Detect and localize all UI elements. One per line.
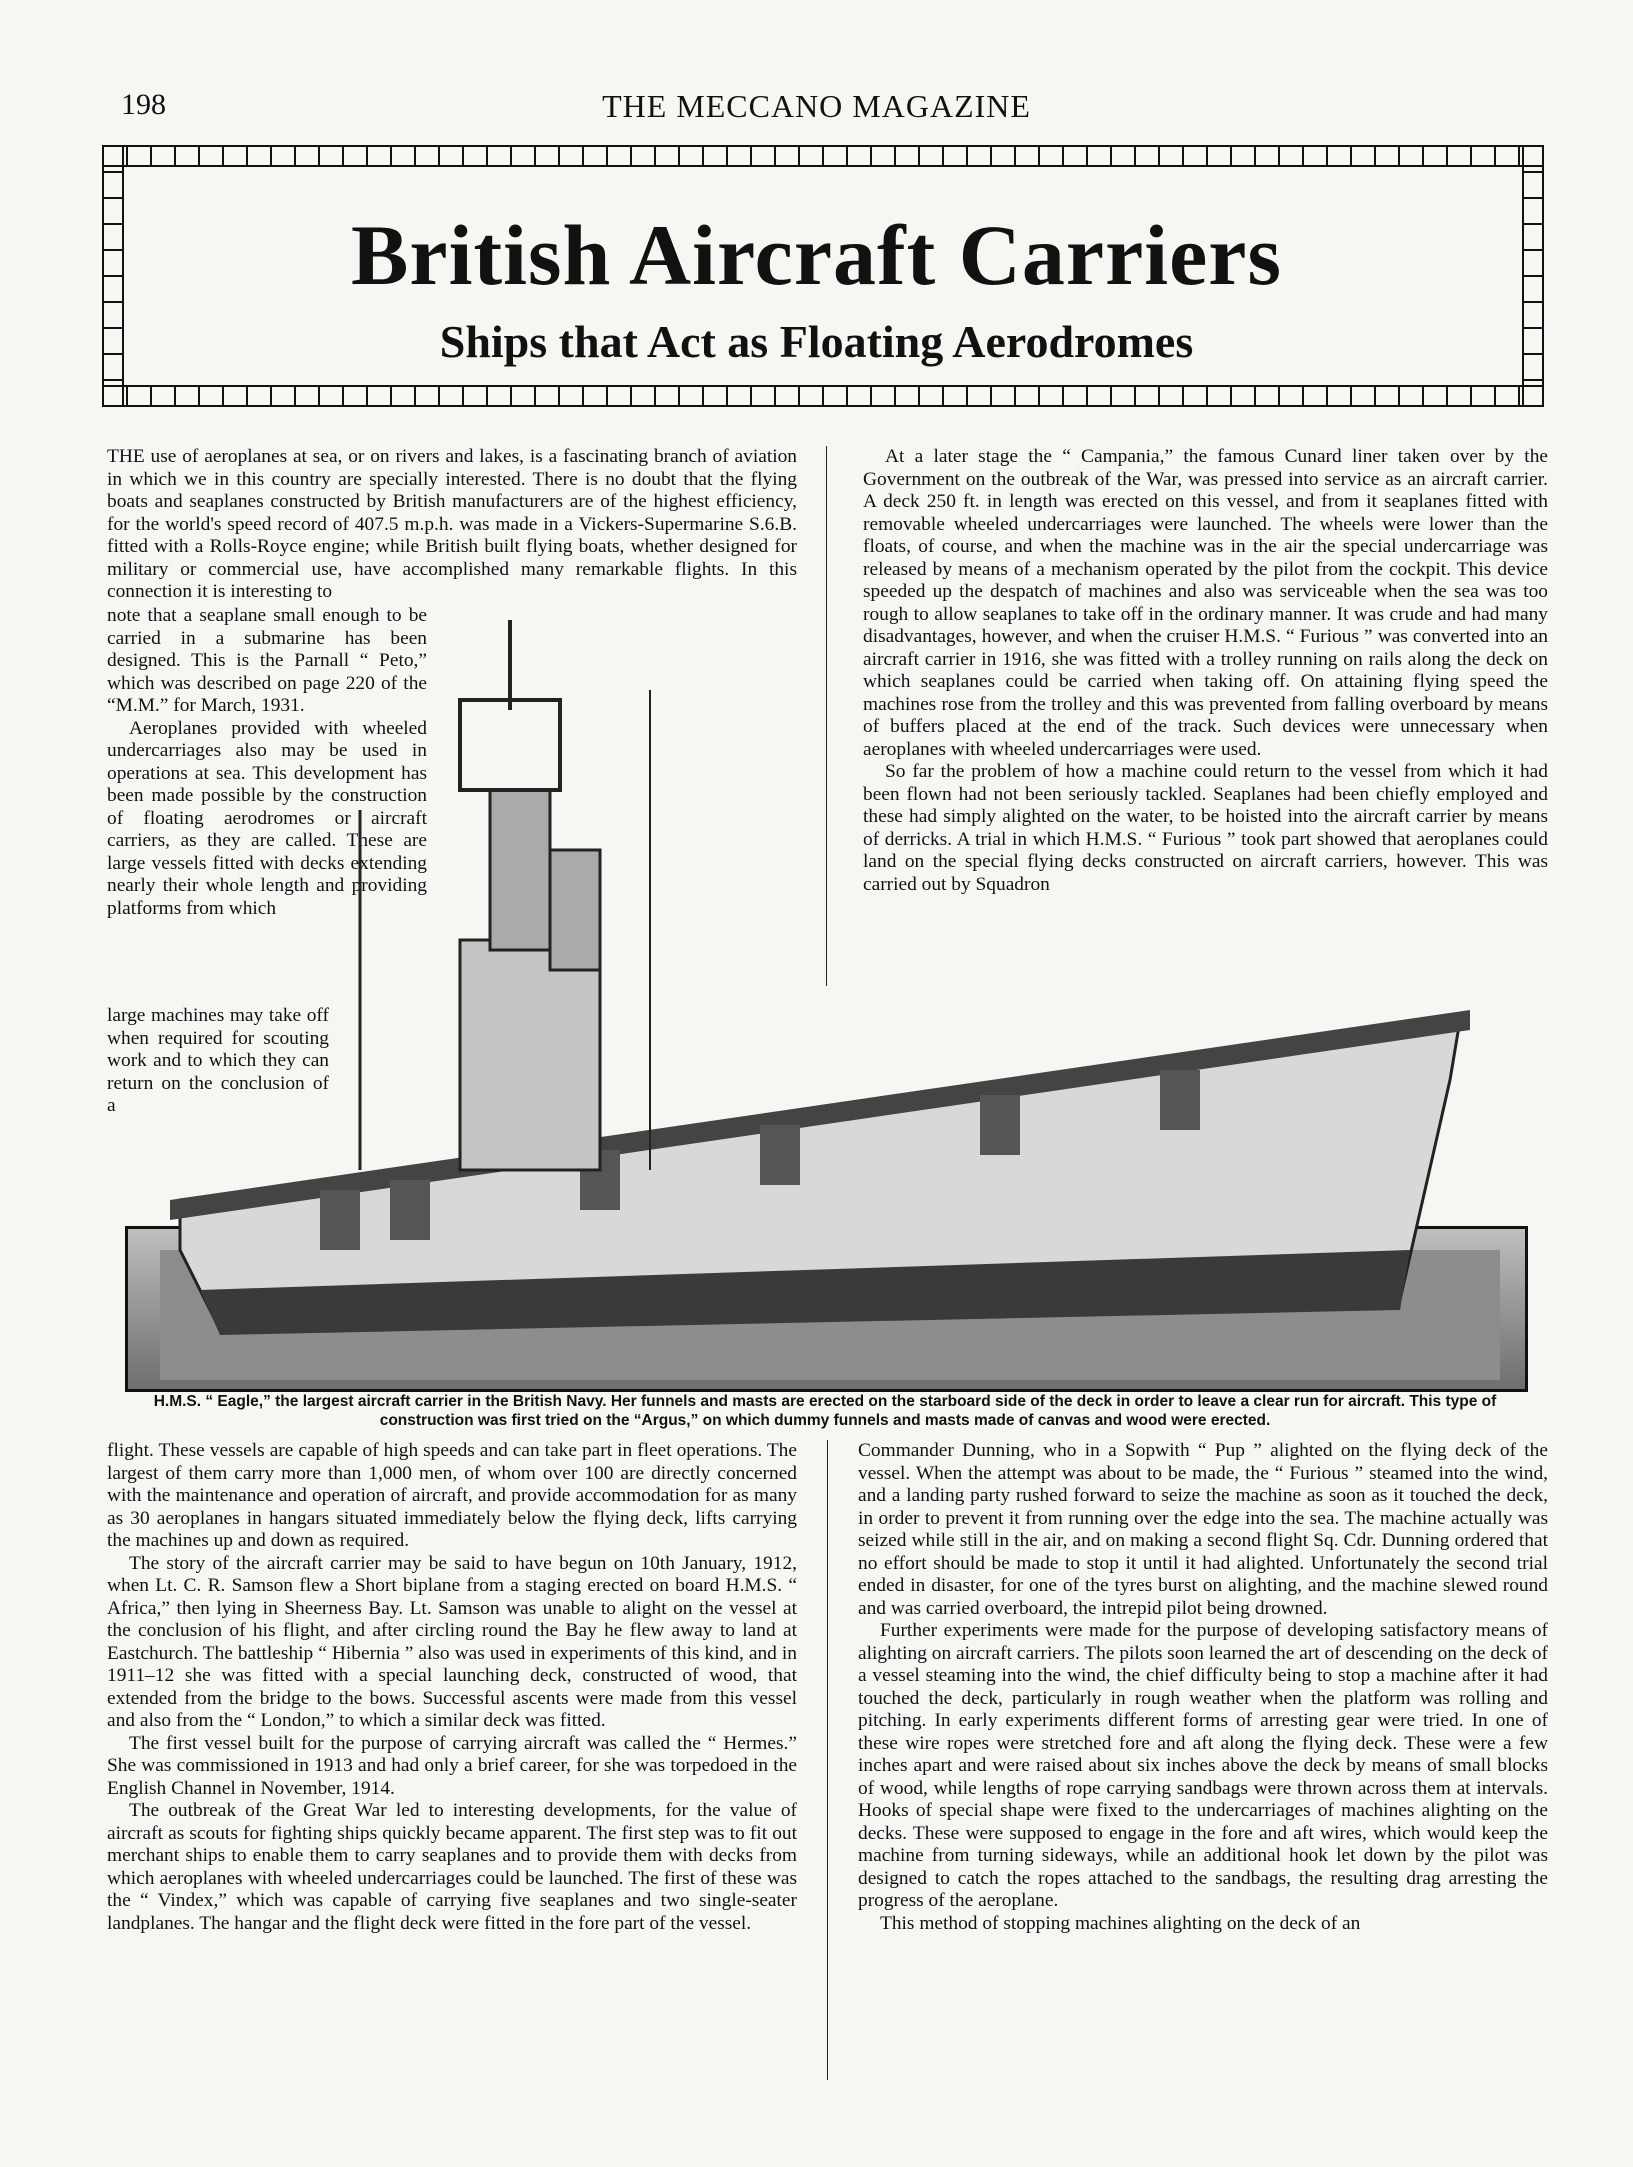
paragraph: The outbreak of the Great War led to interesting developments, for the value of aircraft as scouts for fighting ships quickly became apparent. The first step was to fit out merchant ships to enable them to carry seaplanes and to provide them with decks from which aeroplanes with wheeled undercarriages could be launched. The first of these was the “ Vindex,” which was capable of carrying five seaplanes and two single-seater landplanes. The hangar and the flight deck were fitted in the fore part of the vessel. — [107, 1800, 797, 1934]
paragraph: large machines may take off when required for scouting work and to which they can return on the conclusion of a — [107, 1005, 329, 1116]
paragraph: flight. These vessels are capable of high speeds and can take part in fleet operations. The largest of them carry more than 1,000 men, of whom over 100 are directly concerned with the maintenance and operation of aircraft, and provide accommodation for as many as 30 aeroplanes in hangars situated immediately below the flying deck, lifts carrying the machines up and down as required. — [107, 1440, 797, 1551]
bottom-left-column — [107, 1440, 797, 1935]
paragraph: So far the problem of how a machine could return to the vessel from which it had been flown had not been seriously tackled. Seaplanes had been chiefly employed and these had simply alighted on the water, to be hoisted into the aircraft carrier by means of derricks. A trial in which H.M.S. “ Furious ” took part showed that aeroplanes could land on the special flying decks constructed on aircraft carriers, however. This was carried out by Squadron — [863, 761, 1548, 895]
article-title: British Aircraft Carriers — [351, 207, 1282, 303]
title-border-bottom — [102, 385, 1544, 407]
column-rule-bottom — [827, 1440, 828, 2080]
left-column-top — [107, 446, 797, 604]
paragraph: THE use of aeroplanes at sea, or on rivers and lakes, is a fascinating branch of aviation in which we in this country are specially interested. There is no doubt that the flying boats and seaplanes constructed by British manufacturers are of the highest efficiency, for the world's speed record of 407.5 m.p.h. was made in a Vickers-Supermarine S.6.B. fitted with a Rolls-Royce engine; while British built flying boats, whether designed for military or commercial use, have accomplished many remarkable flights. In this connection it is interesting to — [107, 446, 797, 602]
paragraph: At a later stage the “ Campania,” the famous Cunard liner taken over by the Government on the outbreak of the War, was pressed into service as an aircraft carrier. A deck 250 ft. in length was erected on this vessel, and from it seaplanes fitted with removable wheeled undercarriages were launched. The wheels were lower than the floats, of course, and when the machine was in the air the special undercarriage was released by means of a mechanism operated by the pilot from the cockpit. This device speeded up the despatch of machines and also was serviceable when the sea was too rough to allow seaplanes to take off in the ordinary manner. It was crude and had many disadvantages, however, and when the cruiser H.M.S. “ Furious ” was converted into an aircraft carrier in 1916, she was fitted with a trolley running on rails along the deck on which seaplanes could be carried when taking off. On attaining flying speed the machines rose from the trolley and this was prevented from falling overboard by means of buffers placed at the end of the track. Such devices were unnecessary when aeroplanes with wheeled undercarriages were used. — [863, 446, 1548, 760]
paragraph: The first vessel built for the purpose of carrying aircraft was called the “ Hermes.” She was commissioned in 1913 and had only a brief career, for she was torpedoed in the English Channel in November, 1914. — [107, 1732, 797, 1799]
paragraph: This method of stopping machines alighting on the deck of an — [880, 1912, 1361, 1934]
article-subtitle: Ships that Act as Floating Aerodromes — [439, 316, 1194, 367]
paragraph: Aeroplanes provided with wheeled undercarriages also may be used in operations at sea. This development has been made possible by the construction of floating aerodromes or aircraft carriers, as they are called. These are large vessels fitted with decks extending nearly their whole length and providing platforms from which — [107, 717, 427, 919]
paragraph: The story of the aircraft carrier may be said to have begun on 10th January, 1912, when Lt. C. R. Samson flew a Short biplane from a staging erected on board H.M.S. “ Africa,” then lying in Sheerness Bay. Lt. Samson was unable to alight on the vessel at the conclusion of his flight, and after circling round the Bay he flew away to land at Eastchurch. The battleship “ Hibernia ” also was used in experiments of this kind, and in 1911–12 she was fitted with a special launching deck, constructed of wood, that extended from the bridge to the bows. Successful ascents were made from this vessel and also from the “ London,” to which a similar deck was fitted. — [107, 1552, 797, 1731]
paragraph: Further experiments were made for the purpose of developing satisfactory means of alighting on aircraft carriers. The pilots soon learned the art of descending on the deck of a vessel steaming into the wind, the chief difficulty being to stop a machine after it had touched the deck, particularly in rough weather when the platform was rolling and pitching. In early experiments different forms of arresting gear were tried. In one of these wire ropes were stretched fore and aft along the flying deck. These were a few inches apart and were raised about six inches above the deck by means of small blocks of wood, while lengths of rope carrying sandbags were thrown across them at intervals. Hooks of special shape were fixed to the undercarriages of machines alighting on the decks. These were supposed to engage in the fore and aft wires, which would keep the machine from turning sideways, while an additional hook let down by the pilot was designed to catch the ropes attached to the sandbags, the resulting drag arresting the progress of the aeroplane. — [858, 1620, 1548, 1911]
title-border-top — [102, 145, 1544, 167]
paragraph: note that a seaplane small enough to be carried in a submarine has been designed. This is the Parnall “ Peto,” which was described on page 220 of the “M.M.” for March, 1931. — [107, 605, 427, 716]
page-number: 198 — [121, 88, 166, 121]
ship-photo — [160, 610, 1500, 1380]
bottom-right-column — [858, 1440, 1548, 1935]
running-head: THE MECCANO MAGAZINE — [602, 88, 1031, 124]
photo-caption: H.M.S. “ Eagle,” the largest aircraft carrier in the British Navy. Her funnels and masts are erected on the starboard side of the deck in order to leave a clear run for aircraft. This type of construction was first tried on the “Argus,” on which dummy funnels and masts made of canvas and wood were erected. — [153, 1393, 1497, 1429]
paragraph: Commander Dunning, who in a Sopwith “ Pup ” alighted on the flying deck of the vessel. When the attempt was about to be made, the “ Furious ” steamed into the wind, and a landing party rushed forward to seize the machine as soon as it touched the deck, in order to prevent it from running over the edge into the sea. The machine actually was seized while still in the air, and on making a second flight Sq. Cdr. Dunning ordered that no effort should be made to stop it until it had alighted. Unfortunately the second trial ended in disaster, for one of the tyres burst on alighting, and the machine slewed round and was carried overboard, the intrepid pilot being drowned. — [858, 1440, 1548, 1619]
